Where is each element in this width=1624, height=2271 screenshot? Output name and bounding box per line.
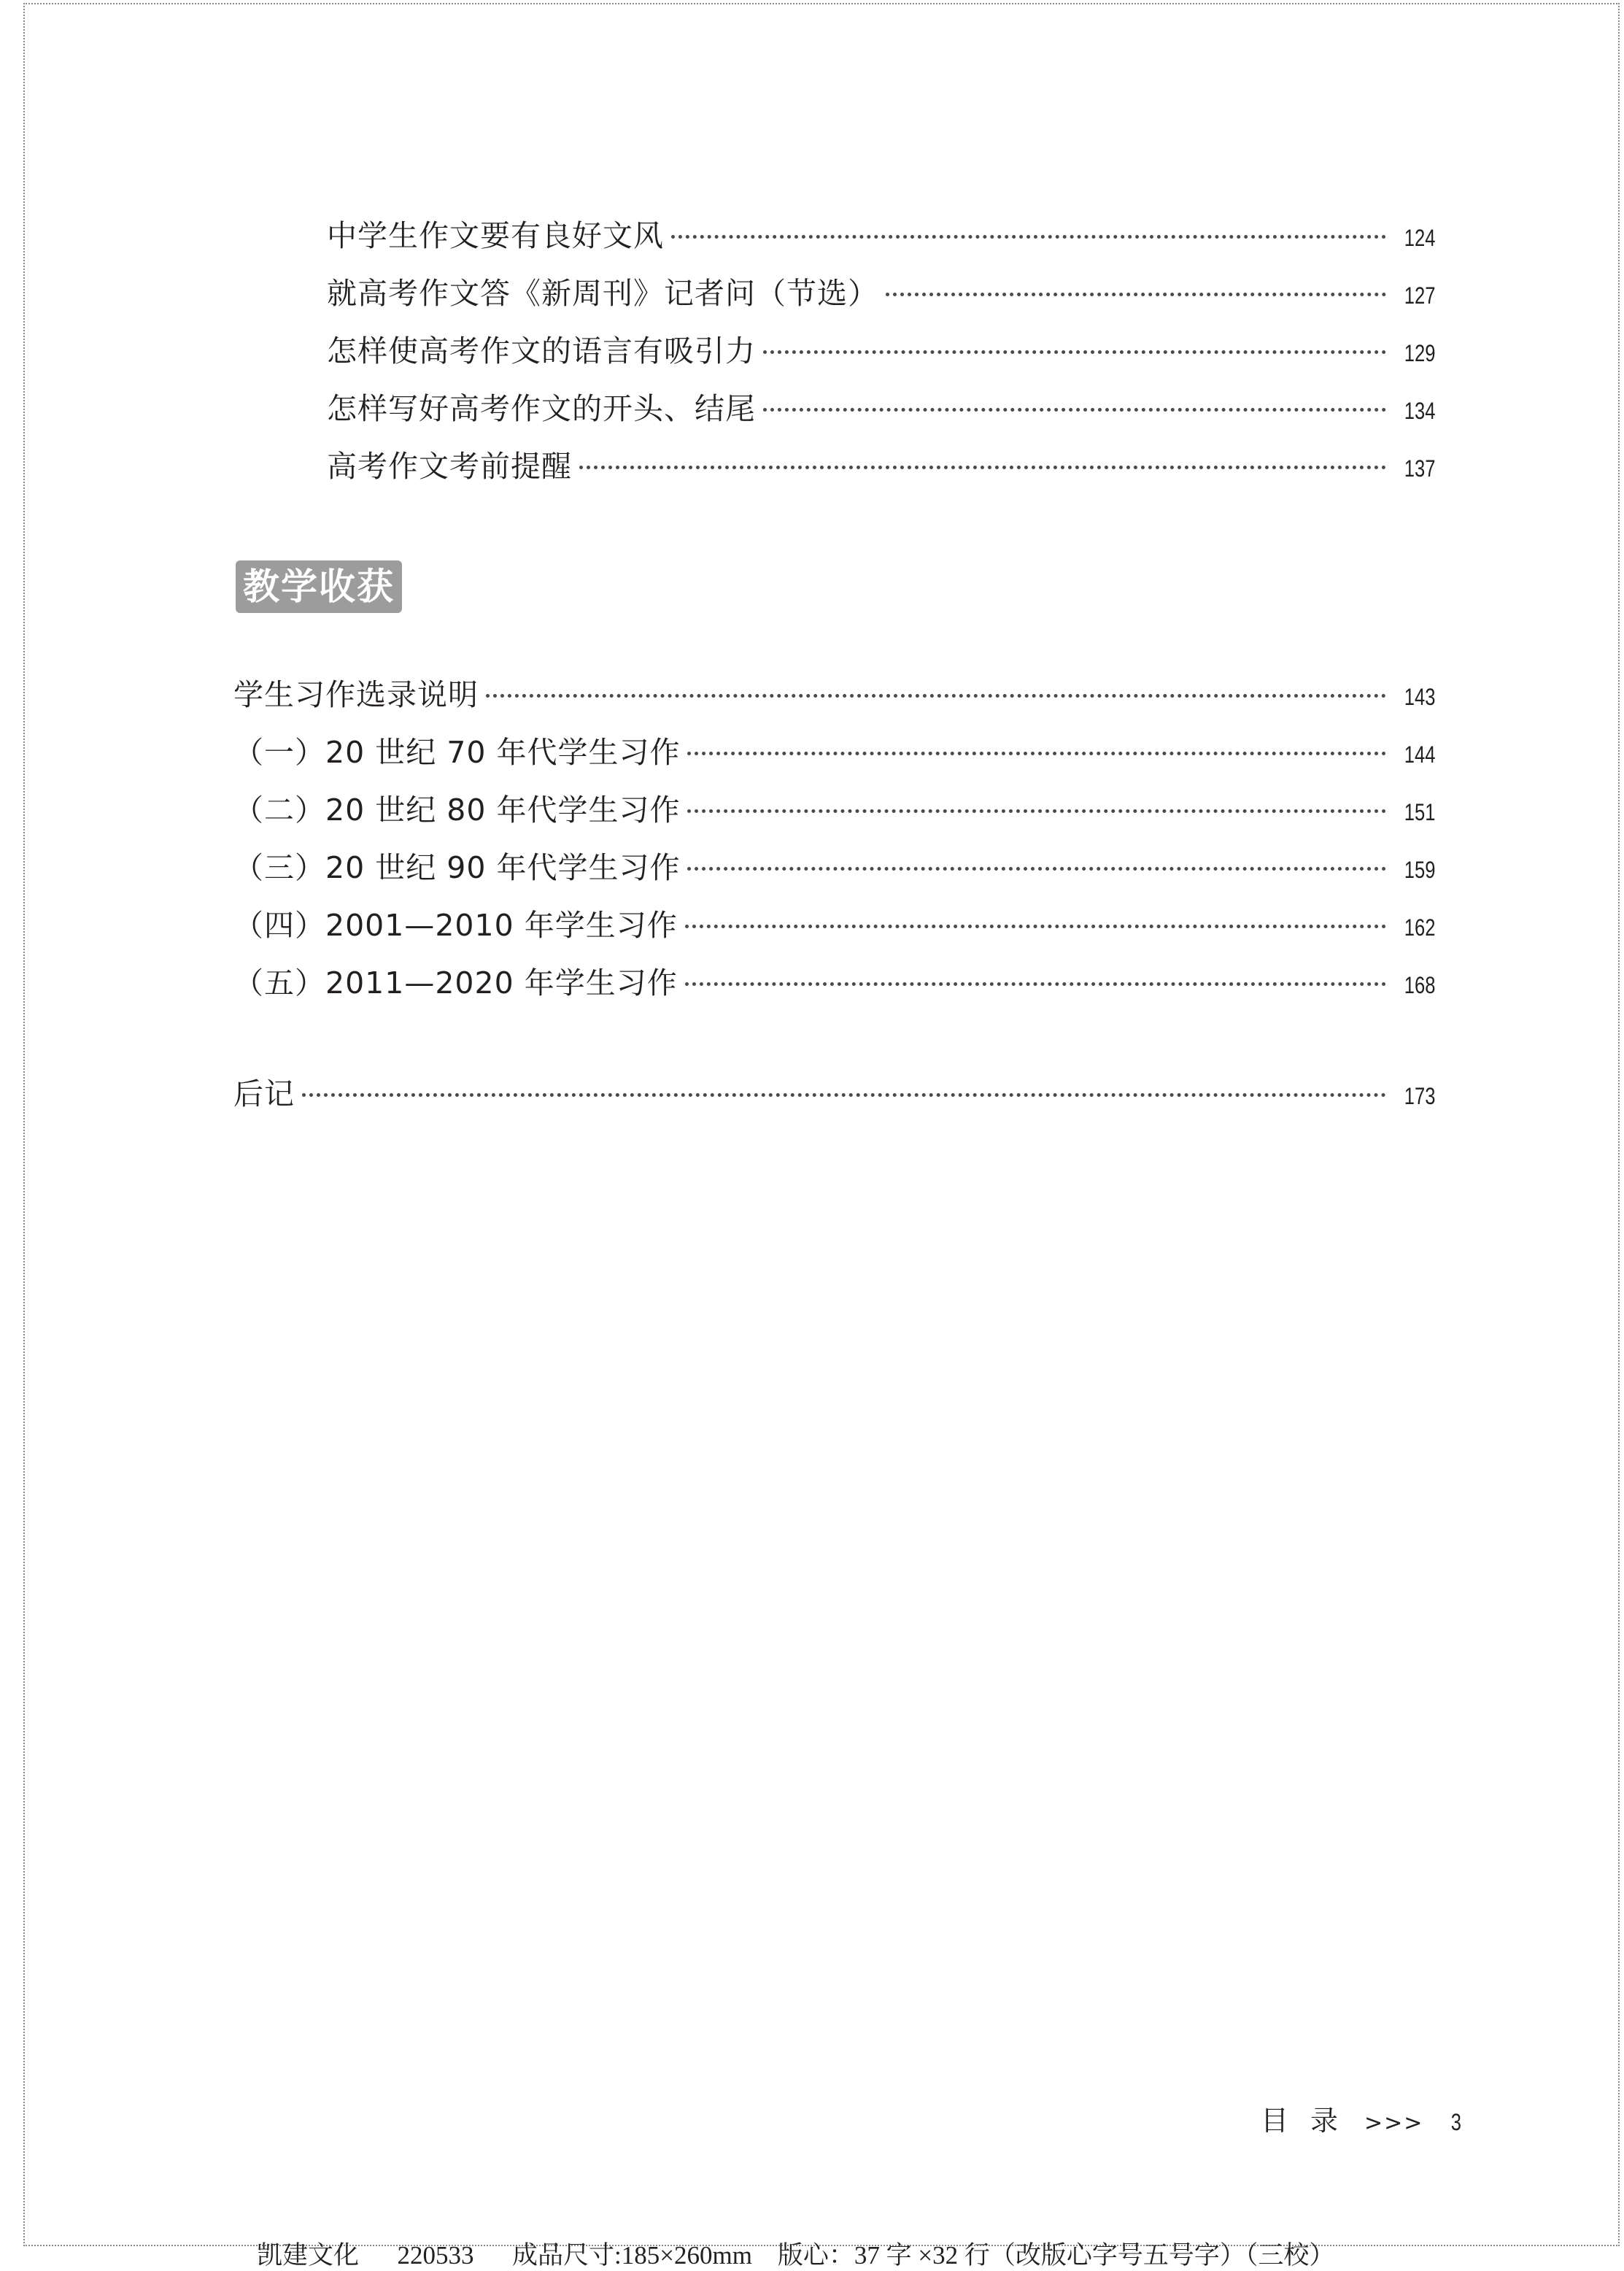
toc-leader (687, 867, 1386, 871)
toc-entry-page: 162 (1404, 914, 1436, 941)
toc-entry[interactable] (233, 961, 1436, 1005)
toc-entry-title: 高考作文考前提醒 (327, 449, 572, 484)
toc-entry[interactable] (233, 903, 1436, 947)
toc-leader (302, 1093, 1386, 1097)
toc-entry-title: （二）20 世纪 80 年代学生习作 (233, 793, 681, 828)
toc-entry-page: 159 (1404, 857, 1436, 883)
toc-entry-title: （一）20 世纪 70 年代学生习作 (233, 735, 681, 770)
running-footer (1261, 2100, 1463, 2144)
footer-arrows: >>> (1364, 2110, 1424, 2136)
toc-entry-page: 134 (1404, 398, 1436, 424)
toc-entry-title: 后记 (233, 1076, 295, 1111)
toc-entry-page: 168 (1404, 972, 1436, 998)
print-slug-line: 凯建文化 220533 成品尺寸:185×260mm 版心：37 字 ×32 行（改版心字号五号字）（三校） (257, 2241, 1335, 2270)
toc-entry[interactable] (233, 730, 1436, 774)
toc-leader (671, 235, 1386, 239)
section-heading[interactable]: 教学收获 (236, 560, 402, 613)
toc-entry[interactable] (327, 387, 1436, 431)
toc-entry-afterword[interactable] (233, 1072, 1436, 1116)
toc-entry-title: （五）2011—2020 年学生习作 (233, 965, 678, 1000)
toc-entry[interactable] (327, 214, 1436, 258)
toc-entry-title: 就高考作文答《新周刊》记者问（节选） (327, 276, 878, 311)
toc-entry-page: 129 (1404, 340, 1436, 366)
toc-leader (486, 694, 1386, 698)
toc-entry-page: 173 (1404, 1083, 1436, 1109)
toc-leader (886, 293, 1386, 296)
toc-leader (763, 408, 1386, 412)
toc-entry-page: 144 (1404, 741, 1436, 768)
toc-entry-page: 124 (1404, 225, 1436, 251)
toc-entry-title: （三）20 世纪 90 年代学生习作 (233, 850, 681, 885)
toc-leader (685, 982, 1386, 986)
toc-entry-title: 怎样使高考作文的语言有吸引力 (327, 333, 756, 369)
page-number: 3 (1451, 2109, 1462, 2135)
toc-entry[interactable] (327, 444, 1436, 488)
toc-leader (579, 466, 1386, 469)
toc-entry-title: 学生习作选录说明 (233, 677, 479, 712)
toc-entry-title: 中学生作文要有良好文风 (327, 218, 664, 253)
toc-entry[interactable] (233, 788, 1436, 832)
toc-entry[interactable] (327, 329, 1436, 373)
toc-entry-page: 137 (1404, 455, 1436, 482)
toc-leader (687, 752, 1386, 755)
toc-entry[interactable] (233, 673, 1436, 717)
toc-entry-page: 143 (1404, 684, 1436, 710)
toc-entry-page: 127 (1404, 282, 1436, 309)
toc-leader (763, 350, 1386, 354)
toc-entry-page: 151 (1404, 799, 1436, 825)
toc-entry[interactable] (233, 846, 1436, 890)
toc-leader (687, 809, 1386, 813)
toc-leader (685, 925, 1386, 928)
toc-entry-title: （四）2001—2010 年学生习作 (233, 908, 678, 943)
toc-entry-title: 怎样写好高考作文的开头、结尾 (327, 391, 756, 426)
toc-entry[interactable] (327, 271, 1436, 315)
footer-label: 目录 (1261, 2105, 1361, 2137)
